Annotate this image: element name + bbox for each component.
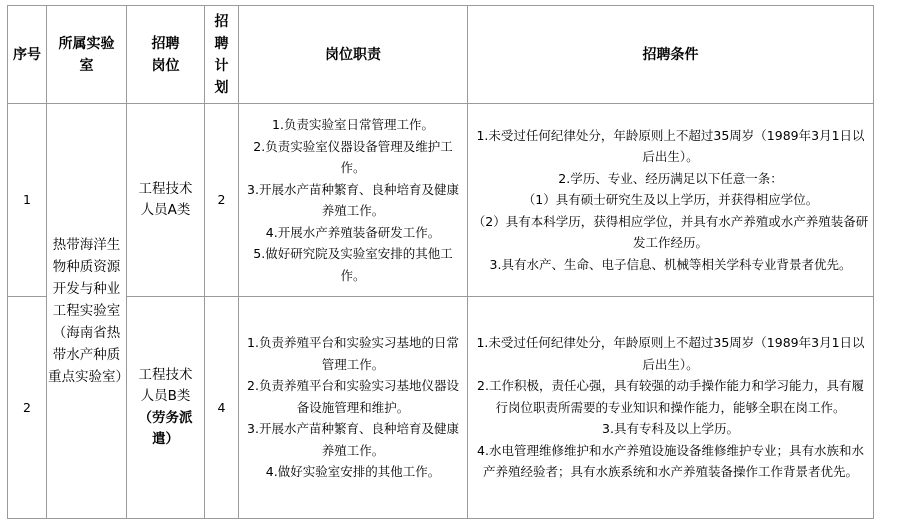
lab-name: 热带海洋生物种质资源开发与种业工程实验室（海南省热带水产种质重点实验室） (48, 237, 129, 385)
header-seq: 序号 (8, 6, 47, 104)
header-position-text: 招聘岗位 (151, 35, 180, 74)
list-item: 3.具有专科及以上学历。 (602, 421, 739, 437)
list-item: （2）具有本科学历，获得相应学位，并具有水产养殖或水产养殖装备研发工作经历。 (472, 213, 869, 251)
list-item: 4.开展水产养殖装备研发工作。 (265, 224, 441, 240)
row-conditions (468, 297, 874, 519)
header-plan-text: 招聘计划 (214, 13, 229, 96)
list-item: 3.开展水产苗种繁育、良种培育及健康养殖工作。 (247, 421, 459, 458)
list-item: 1.未受过任何纪律处分，年龄原则上不超过35周岁（1989年3月1日以后出生）。 (476, 335, 865, 372)
lab-name-cell (47, 104, 127, 519)
conditions-list (471, 332, 870, 483)
recruitment-table (7, 5, 874, 519)
header-row (8, 6, 874, 104)
duties-list (242, 114, 464, 286)
duties-list (242, 332, 464, 483)
list-item: 2.负责实验室仪器设备管理及维护工作。 (253, 138, 453, 175)
row-position: 工程技术人员B类（劳务派遣） (127, 297, 205, 519)
list-item: 3.具有水产、生命、电子信息、机械等相关学科专业背景者优先。 (489, 256, 852, 272)
list-item: 1.未受过任何纪律处分，年龄原则上不超过35周岁（1989年3月1日以后出生）。 (476, 127, 865, 165)
list-item: 4.水电管理维修维护和水产养殖设施设备维修维护专业；具有水族和水产养殖经验者；具有水族系统和水产养殖装备操作工作背景者优先。 (477, 442, 864, 480)
list-item: 5.做好研究院及实验室安排的其他工作。 (253, 246, 453, 283)
table-row (8, 297, 874, 519)
list-item: 2.学历、专业、经历满足以下任意一条： (558, 170, 783, 186)
header-lab-text: 所属实验室 (58, 35, 115, 74)
list-item: 2.负责养殖平台和实验实习基地仪器设备设施管理和维护。 (247, 378, 459, 415)
header-duties: 岗位职责 (239, 6, 468, 104)
row-seq: 2 (8, 297, 47, 519)
header-lab (47, 6, 127, 104)
conditions-list (471, 125, 870, 276)
row-plan: 2 (205, 104, 239, 297)
list-item: 4.做好实验室安排的其他工作。 (265, 464, 441, 480)
position-extra: （劳务派遣） (138, 409, 193, 447)
list-item: 1.负责养殖平台和实验实习基地的日常管理工作。 (247, 335, 459, 372)
header-plan (205, 6, 239, 104)
row-seq: 1 (8, 104, 47, 297)
row-duties (239, 104, 468, 297)
row-conditions (468, 104, 874, 297)
row-position: 工程技术人员A类 (127, 104, 205, 297)
row-plan: 4 (205, 297, 239, 519)
row-duties (239, 297, 468, 519)
list-item: 3.开展水产苗种繁育、良种培育及健康养殖工作。 (247, 181, 459, 218)
header-position (127, 6, 205, 104)
table-row (8, 104, 874, 297)
header-conditions: 招聘条件 (468, 6, 874, 104)
list-item: （1）具有硕士研究生及以上学历，并获得相应学位。 (522, 192, 819, 208)
list-item: 2.工作积极，责任心强，具有较强的动手操作能力和学习能力，具有履行岗位职责所需要的专业知识和操作能力，能够全职在岗工作。 (477, 378, 864, 415)
list-item: 1.负责实验室日常管理工作。 (272, 117, 434, 132)
